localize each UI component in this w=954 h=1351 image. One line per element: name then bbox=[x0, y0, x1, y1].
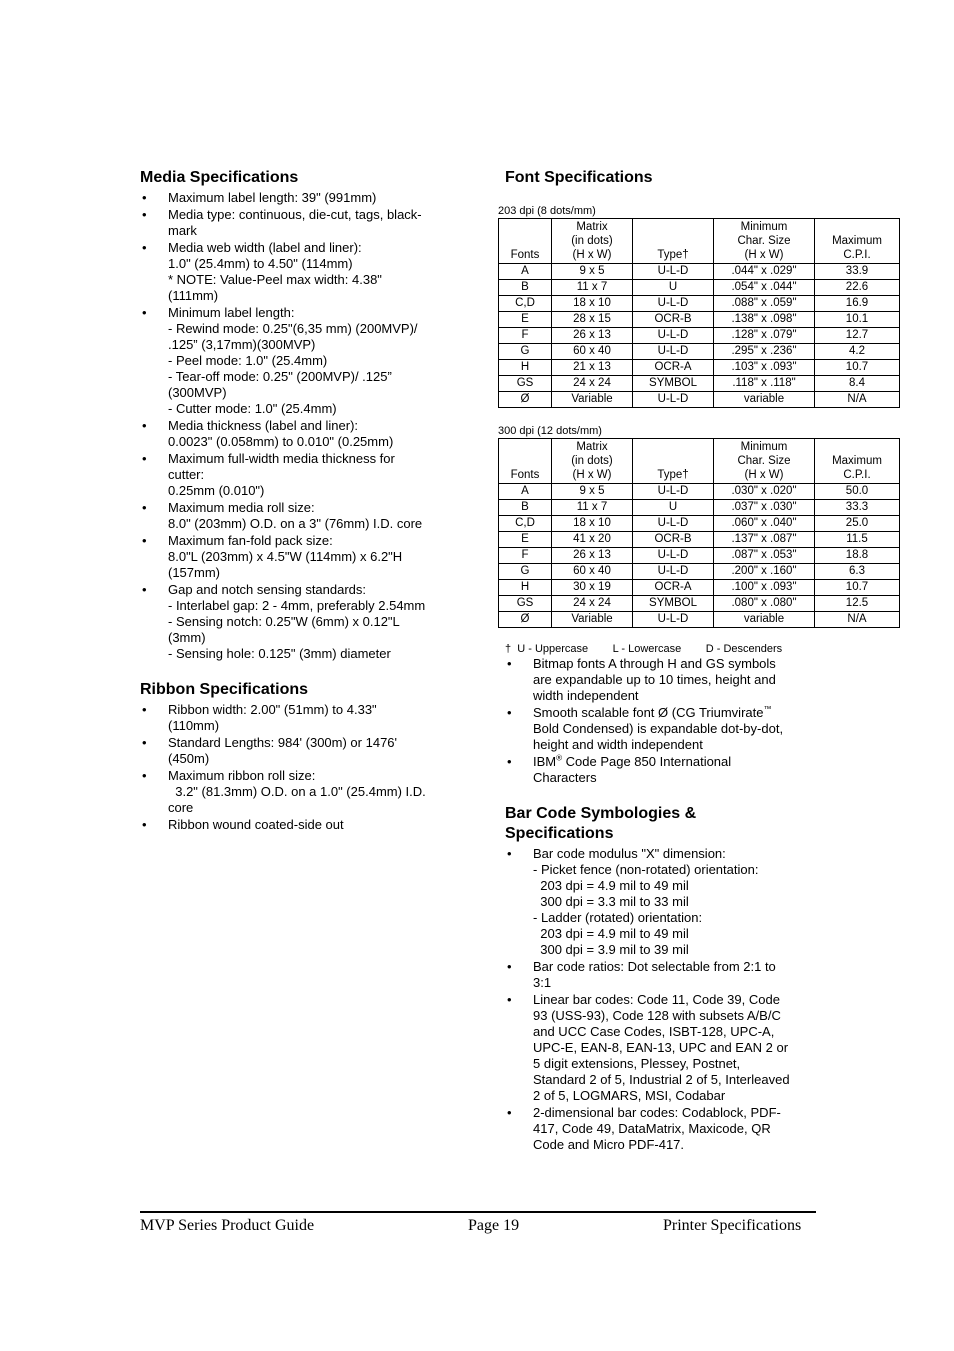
table-300-title: 300 dpi (12 dots/mm) bbox=[498, 425, 602, 437]
table-cell: GS bbox=[499, 596, 552, 612]
table-cell: H bbox=[499, 360, 552, 376]
table-cell: E bbox=[499, 532, 552, 548]
list-item: • 2-dimensional bar codes: Codablock, PDF- 417, Code 49, DataMatrix, Maxicode, QR Code and Micro PDF-417. bbox=[507, 1105, 781, 1152]
col-matrix: Matrix (in dots) (H x W) bbox=[552, 219, 633, 264]
footer-section-title: Printer Specifications bbox=[663, 1217, 802, 1234]
table-cell: .118" x .118" bbox=[714, 376, 815, 392]
ribbon-specs-list bbox=[140, 702, 450, 833]
list-item: • IBM® Code Page 850 International Characters bbox=[507, 753, 732, 785]
table-cell: E bbox=[499, 312, 552, 328]
list-item: • Maximum media roll size: 8.0" (203mm) O.D. on a 3" (76mm) I.D. core bbox=[142, 500, 423, 531]
footer-doc-title: MVP Series Product Guide bbox=[140, 1217, 315, 1234]
table-cell: .054" x .044" bbox=[714, 280, 815, 296]
table-row bbox=[499, 360, 900, 376]
table-cell: 12.7 bbox=[815, 328, 900, 344]
barcode-heading: Bar Code Symbologies & Specifications bbox=[505, 805, 697, 842]
table-cell: OCR-B bbox=[633, 532, 714, 548]
table-cell: 8.4 bbox=[815, 376, 900, 392]
right-column bbox=[498, 168, 882, 1154]
table-cell: .088" x .059" bbox=[714, 296, 815, 312]
table-cell: OCR-A bbox=[633, 580, 714, 596]
table-cell: 26 x 13 bbox=[552, 328, 633, 344]
list-item: • Gap and notch sensing standards: - Interlabel gap: 2 - 4mm, preferably 2.54mm - Sensing notch: 0.25"W (6mm) x 0.12"L (3mm) - Sensing hole: 0.125" (3mm) diameter bbox=[142, 582, 426, 661]
col-min-size: Minimum Char. Size (H x W) bbox=[714, 219, 815, 264]
barcode-list bbox=[505, 846, 815, 1153]
table-cell: 28 x 15 bbox=[552, 312, 633, 328]
table-cell: .100" x .093" bbox=[714, 580, 815, 596]
table-row bbox=[499, 596, 900, 612]
footer-rule bbox=[140, 1211, 816, 1213]
list-item: • Media web width (label and liner): 1.0" (25.4mm) to 4.50" (114mm) * NOTE: Value-Peel max width: 4.38" (111mm) bbox=[142, 240, 382, 303]
table-cell: U-L-D bbox=[633, 548, 714, 564]
table-cell: U-L-D bbox=[633, 564, 714, 580]
table-cell: 24 x 24 bbox=[552, 376, 633, 392]
table-cell: .137" x .087" bbox=[714, 532, 815, 548]
table-cell: .060" x .040" bbox=[714, 516, 815, 532]
table-cell: U-L-D bbox=[633, 392, 714, 408]
list-item: • Maximum full-width media thickness for cutter: 0.25mm (0.010") bbox=[142, 451, 395, 498]
table-cell: .200" x .160" bbox=[714, 564, 815, 580]
table-cell: .030" x .020" bbox=[714, 484, 815, 500]
table-cell: B bbox=[499, 280, 552, 296]
table-cell: F bbox=[499, 328, 552, 344]
table-cell: 22.6 bbox=[815, 280, 900, 296]
table-cell: OCR-B bbox=[633, 312, 714, 328]
table-cell: H bbox=[499, 580, 552, 596]
font-specs-heading: Font Specifications bbox=[505, 169, 653, 186]
col-type: Type† bbox=[633, 439, 714, 484]
table-cell: 18.8 bbox=[815, 548, 900, 564]
table-cell: Variable bbox=[552, 612, 633, 628]
media-specs-heading: Media Specifications bbox=[140, 169, 299, 186]
table-cell: A bbox=[499, 264, 552, 280]
table-row bbox=[499, 312, 900, 328]
list-item: • Maximum ribbon roll size: 3.2" (81.3mm) O.D. on a 1.0" (25.4mm) I.D. core bbox=[142, 768, 426, 815]
table-cell: .087" x .053" bbox=[714, 548, 815, 564]
col-matrix: Matrix (in dots) (H x W) bbox=[552, 439, 633, 484]
table-cell: OCR-A bbox=[633, 360, 714, 376]
table-cell: C,D bbox=[499, 516, 552, 532]
table-cell: .128" x .079" bbox=[714, 328, 815, 344]
table-row bbox=[499, 564, 900, 580]
col-cpi: Maximum C.P.I. bbox=[815, 219, 900, 264]
table-cell: U-L-D bbox=[633, 264, 714, 280]
table-cell: F bbox=[499, 548, 552, 564]
list-item: • Smooth scalable font Ø (CG Triumvirate™ Bold Condensed) is expandable dot-by-dot, height and width independent bbox=[507, 704, 784, 752]
table-cell: 18 x 10 bbox=[552, 516, 633, 532]
table-row bbox=[499, 580, 900, 596]
col-fonts: Fonts bbox=[499, 439, 552, 484]
table-cell: U-L-D bbox=[633, 344, 714, 360]
table-cell: U-L-D bbox=[633, 516, 714, 532]
table-cell: N/A bbox=[815, 392, 900, 408]
table-row bbox=[499, 612, 900, 628]
table-cell: 41 x 20 bbox=[552, 532, 633, 548]
col-min-size: Minimum Char. Size (H x W) bbox=[714, 439, 815, 484]
registered-symbol: ® bbox=[556, 753, 563, 763]
table-cell: U-L-D bbox=[633, 296, 714, 312]
col-cpi: Maximum C.P.I. bbox=[815, 439, 900, 484]
font-table-203dpi bbox=[498, 218, 900, 408]
list-item: • Minimum label length: - Rewind mode: 0.25"(6,35 mm) (200MVP)/ .125” (3,17mm)(300MVP) - Peel mode: 1.0" (25.4mm) - Tear-off mode: 0.25" (200MVP)/ .125” (300MVP) - Cutter mode: 1.0" (25.4mm) bbox=[142, 305, 418, 416]
table-cell: 10.1 bbox=[815, 312, 900, 328]
table-cell: .044" x .029" bbox=[714, 264, 815, 280]
list-item: • Bar code modulus "X" dimension: - Picket fence (non-rotated) orientation: 203 dpi = 4.9 mil to 49 mil 300 dpi = 3.3 mil to 33 mil - Ladder (rotated) orientation: 203 dpi = 4.9 mil to 49 mil 300 dpi = 3.9 mil to 39 mil bbox=[507, 846, 759, 957]
table-row bbox=[499, 328, 900, 344]
table-cell: 60 x 40 bbox=[552, 564, 633, 580]
list-item: • Ribbon wound coated-side out bbox=[142, 817, 344, 832]
table-cell: 6.3 bbox=[815, 564, 900, 580]
table-cell: variable bbox=[714, 392, 815, 408]
table-cell: U bbox=[633, 280, 714, 296]
table-cell: A bbox=[499, 484, 552, 500]
table-cell: GS bbox=[499, 376, 552, 392]
table-cell: 11 x 7 bbox=[552, 280, 633, 296]
table-cell: 33.9 bbox=[815, 264, 900, 280]
table-cell: 16.9 bbox=[815, 296, 900, 312]
table-row bbox=[499, 548, 900, 564]
col-type: Type† bbox=[633, 219, 714, 264]
list-item: • Ribbon width: 2.00" (51mm) to 4.33" (110mm) bbox=[142, 702, 377, 733]
table-cell: C,D bbox=[499, 296, 552, 312]
table-row bbox=[499, 500, 900, 516]
table-cell: 10.7 bbox=[815, 360, 900, 376]
table-cell: SYMBOL bbox=[633, 596, 714, 612]
table-row bbox=[499, 264, 900, 280]
table-cell: 10.7 bbox=[815, 580, 900, 596]
table-row bbox=[499, 344, 900, 360]
table-cell: 50.0 bbox=[815, 484, 900, 500]
table-cell: U bbox=[633, 500, 714, 516]
table-cell: 4.2 bbox=[815, 344, 900, 360]
table-row bbox=[499, 516, 900, 532]
list-item: • Standard Lengths: 984' (300m) or 1476' (450m) bbox=[142, 735, 398, 766]
ribbon-specs-heading: Ribbon Specifications bbox=[140, 681, 309, 698]
table-cell: variable bbox=[714, 612, 815, 628]
table-row bbox=[499, 376, 900, 392]
table-row bbox=[499, 484, 900, 500]
table-cell: .037" x .030" bbox=[714, 500, 815, 516]
table-cell: .138" x .098" bbox=[714, 312, 815, 328]
table-cell: Variable bbox=[552, 392, 633, 408]
table-cell: 33.3 bbox=[815, 500, 900, 516]
table-row bbox=[499, 296, 900, 312]
table-cell: G bbox=[499, 564, 552, 580]
table-cell: U-L-D bbox=[633, 612, 714, 628]
table-cell: 24 x 24 bbox=[552, 596, 633, 612]
media-specs-list bbox=[140, 190, 450, 662]
table-cell: B bbox=[499, 500, 552, 516]
table-cell: 12.5 bbox=[815, 596, 900, 612]
table-cell: 9 x 5 bbox=[552, 484, 633, 500]
list-item: • Bitmap fonts A through H and GS symbols are expandable up to 10 times, height and width independent bbox=[507, 656, 776, 703]
table-cell: U-L-D bbox=[633, 328, 714, 344]
list-item: • Linear bar codes: Code 11, Code 39, Code 93 (USS-93), Code 128 with subsets A/B/C and UCC Case Codes, ISBT-128, UPC-A, UPC-E, EAN-8, EAN-13, UPC and EAN 2 or 5 digit extensions, Plessey, Postnet, Standard 2 of 5, Industrial 2 of 5, Interleaved 2 of 5, LOGMARS, MSI, Codabar bbox=[507, 992, 790, 1103]
table-cell: 9 x 5 bbox=[552, 264, 633, 280]
list-item: • Maximum fan-fold pack size: 8.0"L (203mm) x 4.5"W (114mm) x 6.2"H (157mm) bbox=[142, 533, 403, 580]
table-cell: .103" x .093" bbox=[714, 360, 815, 376]
font-notes-list bbox=[505, 656, 815, 786]
table-cell: N/A bbox=[815, 612, 900, 628]
table-cell: G bbox=[499, 344, 552, 360]
footer-page-number: Page 19 bbox=[468, 1217, 520, 1234]
table-203-title: 203 dpi (8 dots/mm) bbox=[498, 205, 596, 217]
trademark-symbol: ™ bbox=[763, 704, 772, 714]
font-table-300dpi bbox=[498, 438, 900, 628]
table-cell: .080" x .080" bbox=[714, 596, 815, 612]
table-cell: 30 x 19 bbox=[552, 580, 633, 596]
table-cell: SYMBOL bbox=[633, 376, 714, 392]
table-row bbox=[499, 392, 900, 408]
table-cell: U-L-D bbox=[633, 484, 714, 500]
list-item: • Maximum label length: 39" (991mm) bbox=[142, 190, 377, 205]
table-cell: 21 x 13 bbox=[552, 360, 633, 376]
left-column bbox=[140, 168, 450, 834]
table-cell: .295" x .236" bbox=[714, 344, 815, 360]
table-row bbox=[499, 280, 900, 296]
col-fonts: Fonts bbox=[499, 219, 552, 264]
list-item: • Bar code ratios: Dot selectable from 2:1 to 3:1 bbox=[507, 959, 776, 990]
type-legend: † U - Uppercase L - Lowercase D - Descenders bbox=[505, 643, 783, 655]
table-cell: 60 x 40 bbox=[552, 344, 633, 360]
table-cell: Ø bbox=[499, 612, 552, 628]
table-cell: Ø bbox=[499, 392, 552, 408]
table-cell: 25.0 bbox=[815, 516, 900, 532]
list-item: • Media type: continuous, die-cut, tags, black- mark bbox=[142, 207, 422, 238]
table-cell: 11 x 7 bbox=[552, 500, 633, 516]
table-cell: 11.5 bbox=[815, 532, 900, 548]
table-cell: 18 x 10 bbox=[552, 296, 633, 312]
table-cell: 26 x 13 bbox=[552, 548, 633, 564]
table-row bbox=[499, 532, 900, 548]
list-item: • Media thickness (label and liner): 0.0023" (0.058mm) to 0.010" (0.25mm) bbox=[142, 418, 394, 449]
